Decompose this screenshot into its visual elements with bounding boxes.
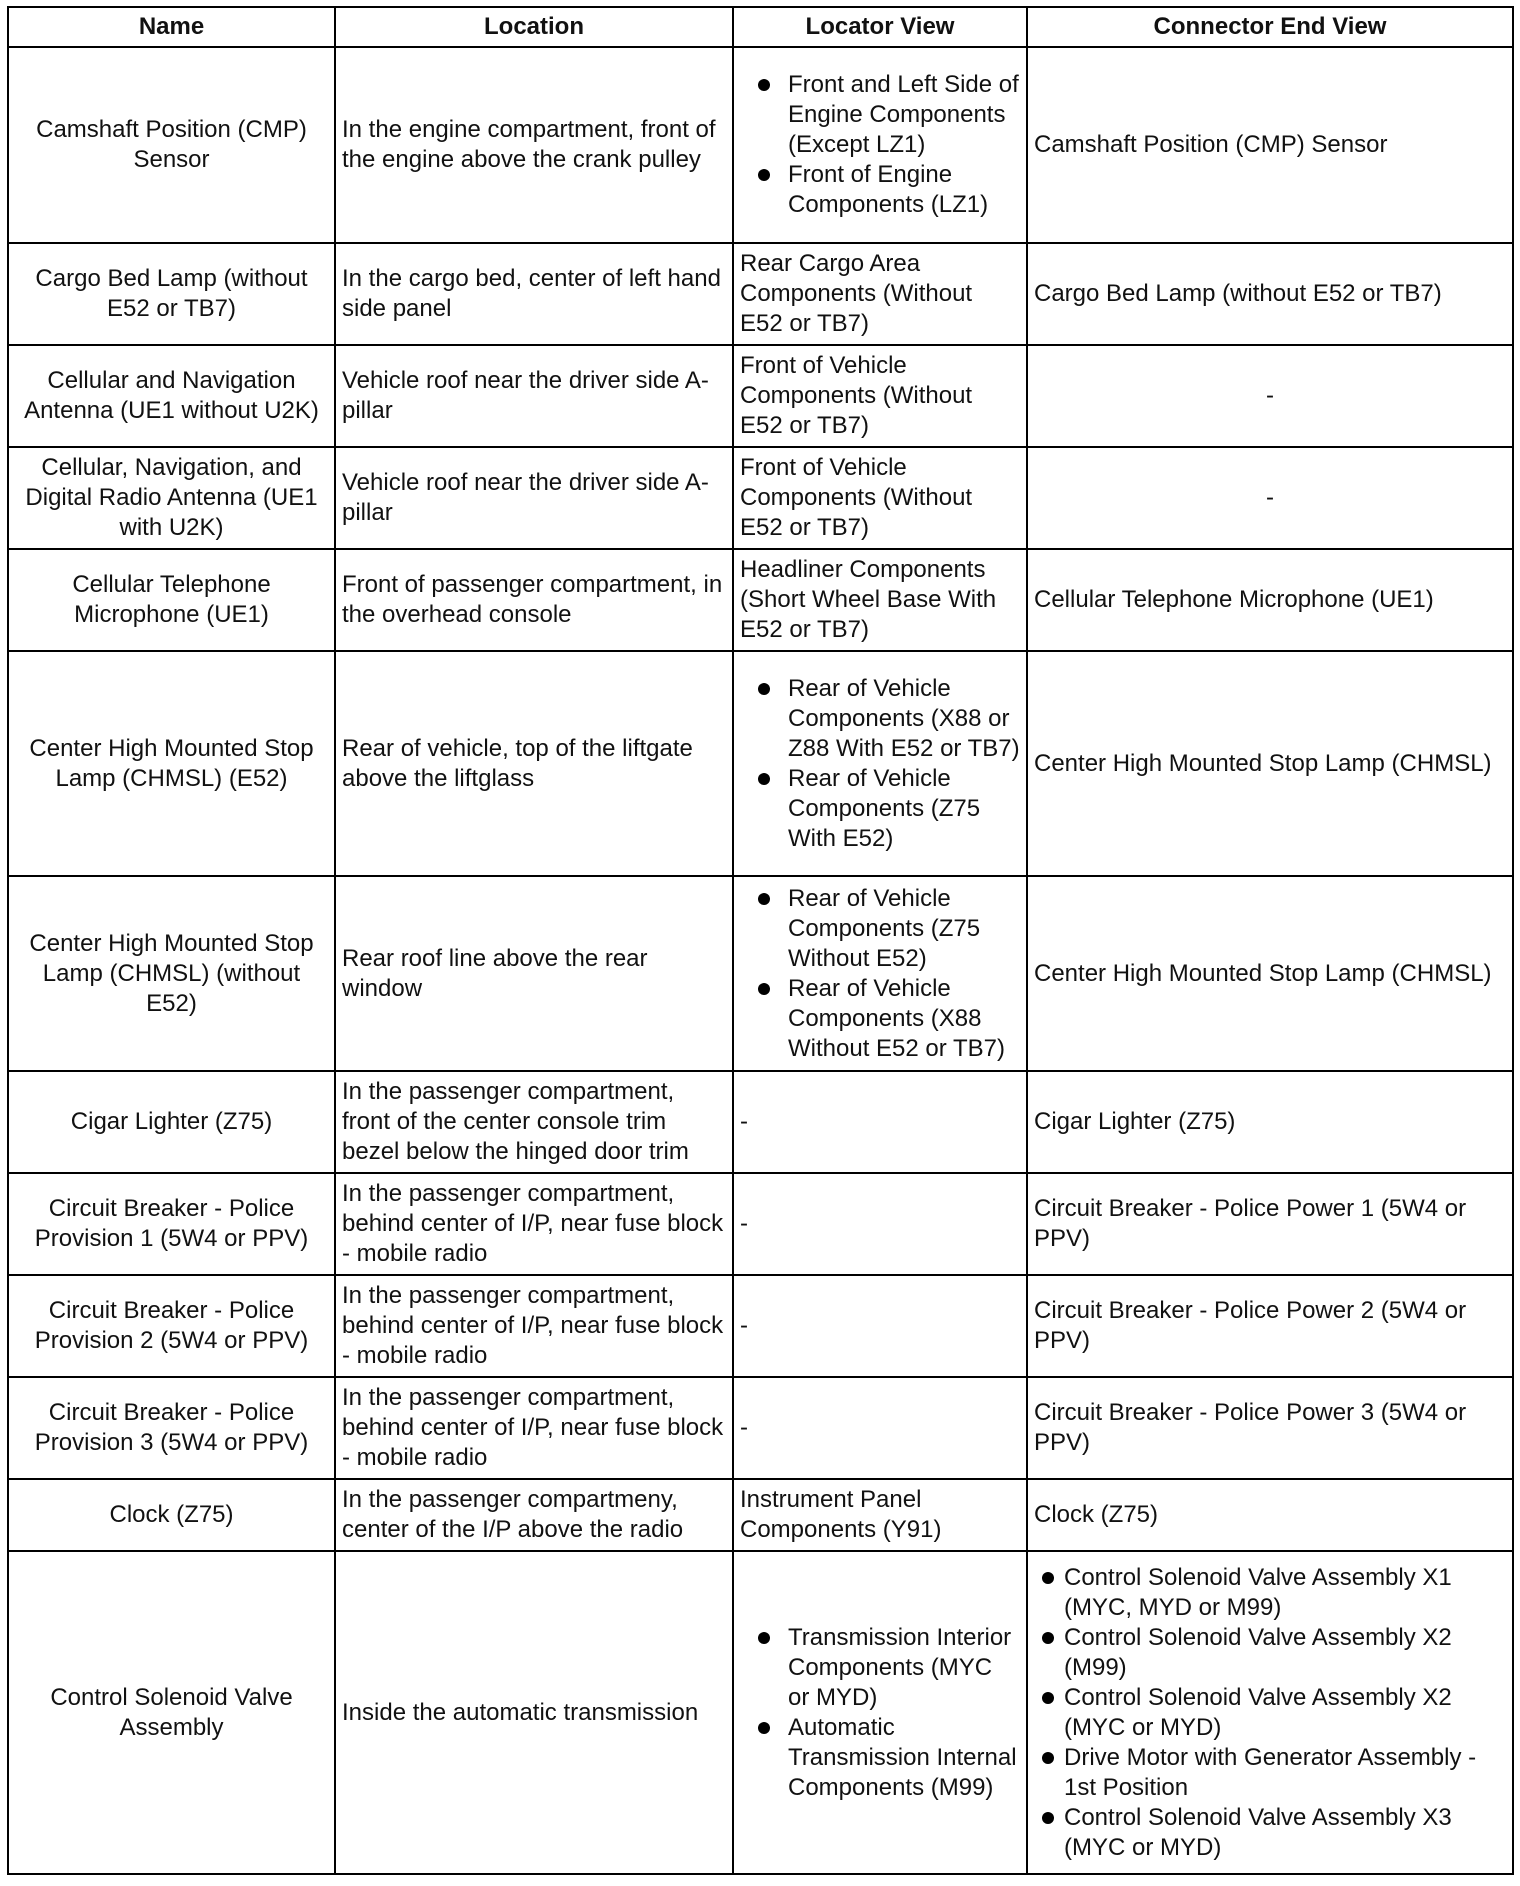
connector-view-item: Control Solenoid Valve Assembly X1 (MYC, MYD or M99) [1034,1563,1506,1623]
table-row [8,876,1513,1071]
header-name: Name [8,7,335,47]
locator-view-cell [733,651,1027,876]
connector-end-view-cell: - [1027,345,1513,447]
locator-view-item: Front of Engine Components (LZ1) [740,160,1020,220]
locator-view-item: Rear of Vehicle Components (X88 Without E52 or TB7) [740,974,1020,1064]
component-name-cell: Cellular Telephone Microphone (UE1) [8,549,335,651]
connector-view-item: Control Solenoid Valve Assembly X2 (MYC or MYD) [1034,1683,1506,1743]
table-row [8,345,1513,447]
component-name-cell: Control Solenoid Valve Assembly [8,1551,335,1874]
location-cell: In the passenger compartment, front of the center console trim bezel below the hinged door trim [335,1071,733,1173]
component-name-cell: Camshaft Position (CMP) Sensor [8,47,335,243]
table-row [8,1479,1513,1551]
location-cell: Vehicle roof near the driver side A-pillar [335,447,733,549]
locator-view-item: Transmission Interior Components (MYC or MYD) [740,1623,1020,1713]
locator-view-cell: - [733,1275,1027,1377]
connector-end-view-cell: Circuit Breaker - Police Power 1 (5W4 or PPV) [1027,1173,1513,1275]
component-name-cell: Cigar Lighter (Z75) [8,1071,335,1173]
component-name-cell: Center High Mounted Stop Lamp (CHMSL) (E52) [8,651,335,876]
locator-view-item: Rear of Vehicle Components (Z75 With E52) [740,764,1020,854]
location-cell: Inside the automatic transmission [335,1551,733,1874]
connector-end-view-cell: Cellular Telephone Microphone (UE1) [1027,549,1513,651]
locator-view-item: Rear of Vehicle Components (X88 or Z88 With E52 or TB7) [740,674,1020,764]
location-cell: In the cargo bed, center of left hand side panel [335,243,733,345]
component-name-cell: Clock (Z75) [8,1479,335,1551]
bullet-list [740,674,1020,854]
table-body [8,47,1513,1874]
table-row [8,243,1513,345]
table-row [8,1377,1513,1479]
component-name-cell: Center High Mounted Stop Lamp (CHMSL) (without E52) [8,876,335,1071]
component-name-cell: Circuit Breaker - Police Provision 1 (5W4 or PPV) [8,1173,335,1275]
header-location: Location [335,7,733,47]
header-connector-end-view: Connector End View [1027,7,1513,47]
locator-view-cell: Rear Cargo Area Components (Without E52 or TB7) [733,243,1027,345]
bullet-list [740,1623,1020,1803]
location-cell: In the passenger compartment, behind center of I/P, near fuse block - mobile radio [335,1173,733,1275]
locator-view-item: Automatic Transmission Internal Components (M99) [740,1713,1020,1803]
locator-view-cell: Instrument Panel Components (Y91) [733,1479,1027,1551]
table-row [8,1551,1513,1874]
table-row [8,1071,1513,1173]
connector-end-view-cell: Circuit Breaker - Police Power 2 (5W4 or PPV) [1027,1275,1513,1377]
connector-end-view-cell [1027,1551,1513,1874]
bullet-list [1034,1563,1506,1863]
connector-end-view-cell: Cigar Lighter (Z75) [1027,1071,1513,1173]
table-row [8,447,1513,549]
component-locator-table [7,6,1514,1875]
locator-view-cell [733,47,1027,243]
connector-end-view-cell: Center High Mounted Stop Lamp (CHMSL) [1027,651,1513,876]
locator-view-cell [733,1551,1027,1874]
locator-view-cell: Front of Vehicle Components (Without E52 or TB7) [733,345,1027,447]
connector-end-view-cell: Cargo Bed Lamp (without E52 or TB7) [1027,243,1513,345]
connector-end-view-cell: - [1027,447,1513,549]
component-name-cell: Cellular and Navigation Antenna (UE1 without U2K) [8,345,335,447]
component-name-cell: Circuit Breaker - Police Provision 2 (5W4 or PPV) [8,1275,335,1377]
table-row [8,1173,1513,1275]
table-row [8,651,1513,876]
locator-view-cell [733,876,1027,1071]
location-cell: Rear roof line above the rear window [335,876,733,1071]
locator-view-item: Rear of Vehicle Components (Z75 Without E52) [740,884,1020,974]
connector-end-view-cell: Center High Mounted Stop Lamp (CHMSL) [1027,876,1513,1071]
location-cell: In the passenger compartment, behind center of I/P, near fuse block - mobile radio [335,1275,733,1377]
component-name-cell: Cargo Bed Lamp (without E52 or TB7) [8,243,335,345]
connector-view-item: Control Solenoid Valve Assembly X3 (MYC or MYD) [1034,1803,1506,1863]
locator-view-cell: Front of Vehicle Components (Without E52 or TB7) [733,447,1027,549]
bullet-list [740,884,1020,1064]
table-row [8,47,1513,243]
connector-end-view-cell: Clock (Z75) [1027,1479,1513,1551]
locator-view-cell: - [733,1173,1027,1275]
location-cell: In the passenger compartmeny, center of the I/P above the radio [335,1479,733,1551]
table-row [8,1275,1513,1377]
location-cell: In the passenger compartment, behind center of I/P, near fuse block - mobile radio [335,1377,733,1479]
location-cell: Vehicle roof near the driver side A-pillar [335,345,733,447]
header-locator-view: Locator View [733,7,1027,47]
locator-view-item: Front and Left Side of Engine Components (Except LZ1) [740,70,1020,160]
component-name-cell: Cellular, Navigation, and Digital Radio Antenna (UE1 with U2K) [8,447,335,549]
location-cell: Front of passenger compartment, in the overhead console [335,549,733,651]
component-locator-page [7,6,1512,1880]
locator-view-cell: - [733,1377,1027,1479]
location-cell: In the engine compartment, front of the engine above the crank pulley [335,47,733,243]
locator-view-cell: - [733,1071,1027,1173]
header-row [8,7,1513,47]
connector-view-item: Drive Motor with Generator Assembly - 1st Position [1034,1743,1506,1803]
connector-end-view-cell: Circuit Breaker - Police Power 3 (5W4 or PPV) [1027,1377,1513,1479]
location-cell: Rear of vehicle, top of the liftgate above the liftglass [335,651,733,876]
connector-view-item: Control Solenoid Valve Assembly X2 (M99) [1034,1623,1506,1683]
component-name-cell: Circuit Breaker - Police Provision 3 (5W4 or PPV) [8,1377,335,1479]
table-row [8,549,1513,651]
locator-view-cell: Headliner Components (Short Wheel Base With E52 or TB7) [733,549,1027,651]
bullet-list [740,70,1020,220]
connector-end-view-cell: Camshaft Position (CMP) Sensor [1027,47,1513,243]
